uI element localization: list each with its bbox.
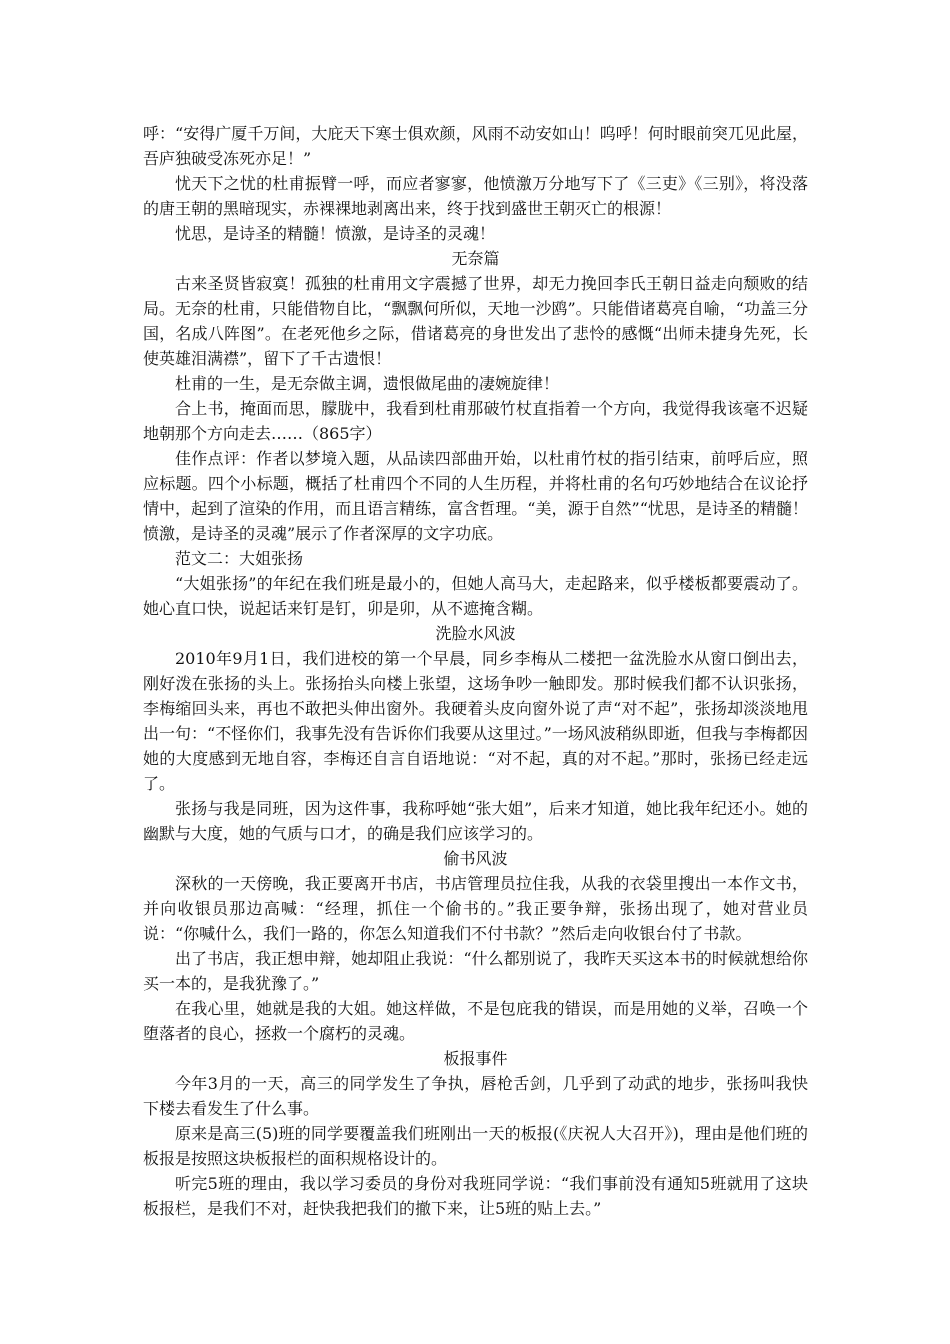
paragraph: 出了书店，我正想申辩，她却阻止我说：“什么都别说了，我昨天买这本书的时候就想给你买一本的，是我犹豫了。” (143, 949, 808, 993)
document-page (143, 121, 808, 1221)
paragraph: 张扬与我是同班，因为这件事，我称呼她“张大姐”，后来才知道，她比我年纪还小。她的幽默与大度，她的气质与口才，的确是我们应该学习的。 (143, 799, 808, 843)
paragraph: “大姐张扬”的年纪在我们班是最小的，但她人高马大，走起路来，似乎楼板都要震动了。她心直口快，说起话来钉是钉，卯是卯，从不遮掩含糊。 (143, 574, 808, 618)
paragraph: 合上书，掩面而思，朦胧中，我看到杜甫那破竹杖直指着一个方向，我觉得我该毫不迟疑地朝那个方向走去……（865字） (143, 399, 808, 443)
paragraph: 今年3月的一天，高三的同学发生了争执，唇枪舌剑，几乎到了动武的地步，张扬叫我快下楼去看发生了什么事。 (143, 1074, 808, 1118)
essay-title: 范文二：大姐张扬 (175, 549, 304, 568)
section-heading: 洗脸水风波 (435, 624, 516, 643)
paragraph: 呼：“安得广厦千万间，大庇天下寒士俱欢颜，风雨不动安如山！呜呼！何时眼前突兀见此屋，吾庐独破受冻死亦足！” (143, 124, 808, 168)
paragraph: 忧天下之忧的杜甫振臂一呼，而应者寥寥，他愤激万分地写下了《三吏》《三别》，将没落的唐王朝的黑暗现实，赤裸裸地剥离出来，终于找到盛世王朝灭亡的根源！ (143, 174, 808, 218)
review-paragraph: 佳作点评：作者以梦境入题，从品读四部曲开始，以杜甫竹杖的指引结束，前呼后应，照应标题。四个小标题，概括了杜甫四个不同的人生历程，并将杜甫的名句巧妙地结合在议论抒情中，起到了渲染的作用，而且语言精练，富含哲理。“美，源于自然”“忧思，是诗圣的精髓！愤激，是诗圣的灵魂”展示了作者深厚的文字功底。 (143, 449, 808, 543)
paragraph: 深秋的一天傍晚，我正要离开书店，书店管理员拉住我，从我的衣袋里搜出一本作文书，并向收银员那边高喊：“经理，抓住一个偷书的。”我正要争辩，张扬出现了，她对营业员说：“你喊什么，我们一路的，你怎么知道我们不付书款？”然后走向收银台付了书款。 (143, 874, 808, 943)
section-heading: 偷书风波 (443, 849, 508, 868)
paragraph: 在我心里，她就是我的大姐。她这样做，不是包庇我的错误，而是用她的义举，召唤一个堕落者的良心，拯救一个腐朽的灵魂。 (143, 999, 808, 1043)
section-heading: 板报事件 (443, 1049, 508, 1068)
paragraph: 古来圣贤皆寂寞！孤独的杜甫用文字震撼了世界，却无力挽回李氏王朝日益走向颓败的结局。无奈的杜甫，只能借物自比，“飘飘何所似，天地一沙鸥”。只能借诸葛亮自喻，“功盖三分国，名成八阵图”。在老死他乡之际，借诸葛亮的身世发出了悲怜的感慨“出师未捷身先死，长使英雄泪满襟”，留下了千古遗恨！ (143, 274, 808, 368)
paragraph: 2010年9月1日，我们进校的第一个早晨，同乡李梅从二楼把一盆洗脸水从窗口倒出去，刚好泼在张扬的头上。张扬抬头向楼上张望，这场争吵一触即发。那时候我们都不认识张扬，李梅缩回头来，再也不敢把头伸出窗外。我硬着头皮向窗外说了声“对不起”，张扬却淡淡地甩出一句：“不怪你们，我事先没有告诉你们我要从这里过。”一场风波稍纵即逝，但我与李梅都因她的大度感到无地自容，李梅还自言自语地说：“对不起，真的对不起。”那时，张扬已经走远了。 (143, 649, 808, 793)
paragraph: 忧思，是诗圣的精髓！愤激，是诗圣的灵魂！ (175, 224, 496, 243)
paragraph: 原来是高三(5)班的同学要覆盖我们班刚出一天的板报(《庆祝人大召开》)，理由是他们班的板报是按照这块板报栏的面积规格设计的。 (143, 1124, 808, 1168)
paragraph: 听完5班的理由，我以学习委员的身份对我班同学说：“我们事前没有通知5班就用了这块板报栏，是我们不对，赶快我把我们的撤下来，让5班的贴上去。” (143, 1174, 808, 1218)
paragraph: 杜甫的一生，是无奈做主调，遗恨做尾曲的凄婉旋律！ (175, 374, 560, 393)
section-heading: 无奈篇 (451, 249, 500, 268)
